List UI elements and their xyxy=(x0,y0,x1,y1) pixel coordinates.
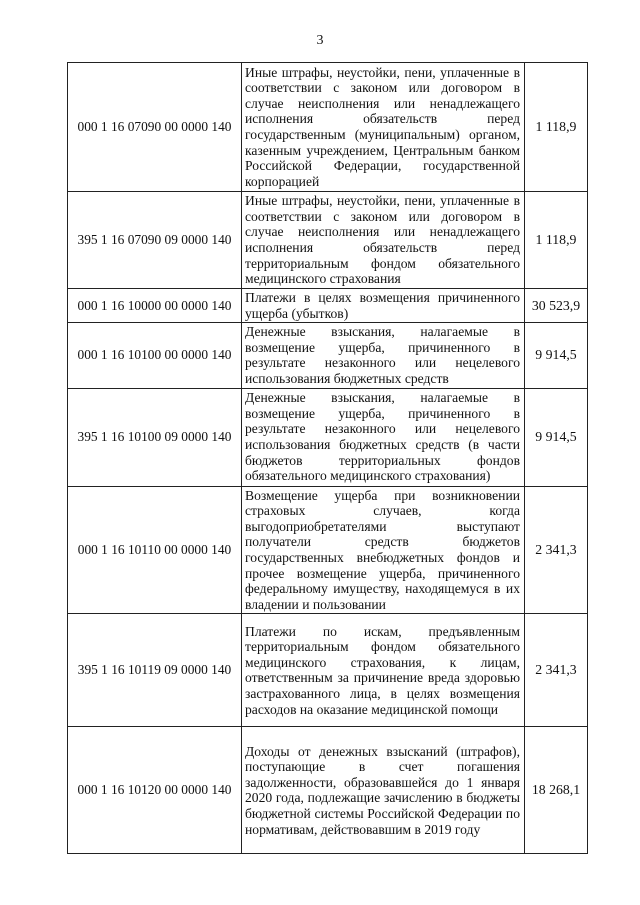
revenue-description-text: Платежи в целях возмещения причиненного ущерба (убытков) xyxy=(245,290,520,321)
revenue-code-cell: 000 1 16 10000 00 0000 140 xyxy=(68,289,242,323)
revenue-description-cell xyxy=(242,614,525,727)
revenue-amount-cell: 2 341,3 xyxy=(525,614,588,727)
page-number: 3 xyxy=(316,33,324,48)
table-row xyxy=(68,614,588,727)
revenue-description-cell xyxy=(242,727,525,854)
table-row xyxy=(68,63,588,192)
revenue-code-cell: 000 1 16 10110 00 0000 140 xyxy=(68,486,242,614)
table-row xyxy=(68,388,588,486)
revenue-description-text: Иные штрафы, неустойки, пени, уплаченные в соответствии с законом или договором в случае неисполнения или ненадлежащего исполнения обязательств перед государственным (муниципальным) органом, казенным учреждением, Центральным банком Российской Федерации, государственной корпорацией xyxy=(245,64,520,189)
revenue-code-cell: 000 1 16 10100 00 0000 140 xyxy=(68,323,242,388)
table-row xyxy=(68,192,588,289)
revenue-amount-cell: 18 268,1 xyxy=(525,727,588,854)
table-row xyxy=(68,289,588,323)
revenue-code-cell: 395 1 16 07090 09 0000 140 xyxy=(68,192,242,289)
revenue-description-cell xyxy=(242,289,525,323)
revenue-code-cell: 000 1 16 07090 00 0000 140 xyxy=(68,63,242,192)
revenue-code-cell: 395 1 16 10100 09 0000 140 xyxy=(68,388,242,486)
budget-revenue-table xyxy=(67,62,588,854)
table-row xyxy=(68,727,588,854)
revenue-description-text: Платежи по искам, предъявленным территориальным фондом обязательного медицинского страхования, к лицам, ответственным за причинение вреда здоровью застрахованного лица, в целях возмещения расходов на оказание медицинской помощи xyxy=(245,623,520,717)
revenue-amount-cell: 1 118,9 xyxy=(525,63,588,192)
table-row xyxy=(68,486,588,614)
revenue-description-cell xyxy=(242,192,525,289)
revenue-amount-cell: 2 341,3 xyxy=(525,486,588,614)
revenue-description-cell xyxy=(242,323,525,388)
revenue-description-text: Доходы от денежных взысканий (штрафов), поступающие в счет погашения задолженности, образовавшейся до 1 января 2020 года, подлежащие зачислению в бюджеты бюджетной системы Российской Федерации по нормативам, действовавшим в 2019 году xyxy=(245,743,520,837)
revenue-amount-cell: 9 914,5 xyxy=(525,323,588,388)
revenue-description-text: Денежные взыскания, налагаемые в возмещение ущерба, причиненного в результате незаконного или нецелевого использования бюджетных средств (в части бюджетов территориальных фондов обязательного медицинского страхования) xyxy=(245,390,520,484)
revenue-description-cell xyxy=(242,63,525,192)
revenue-description-cell xyxy=(242,388,525,486)
revenue-amount-cell: 30 523,9 xyxy=(525,289,588,323)
revenue-code-cell: 395 1 16 10119 09 0000 140 xyxy=(68,614,242,727)
revenue-amount-cell: 1 118,9 xyxy=(525,192,588,289)
revenue-amount-cell: 9 914,5 xyxy=(525,388,588,486)
revenue-description-text: Возмещение ущерба при возникновении страховых случаев, когда выгодоприобретателями выступают получатели средств бюджетов государственных внебюджетных фондов и прочее возмещение ущерба, причиненного федеральному имуществу, находящемуся в их владении и пользовании xyxy=(245,487,520,612)
table-row xyxy=(68,323,588,388)
revenue-code-cell: 000 1 16 10120 00 0000 140 xyxy=(68,727,242,854)
revenue-description-text: Иные штрафы, неустойки, пени, уплаченные в соответствии с законом или договором в случае неисполнения или ненадлежащего исполнения обязательств перед территориальным фондом обязательного медицинского страхования xyxy=(245,193,520,287)
revenue-description-text: Денежные взыскания, налагаемые в возмещение ущерба, причиненного в результате незаконного или нецелевого использования бюджетных средств xyxy=(245,324,520,386)
revenue-description-cell xyxy=(242,486,525,614)
